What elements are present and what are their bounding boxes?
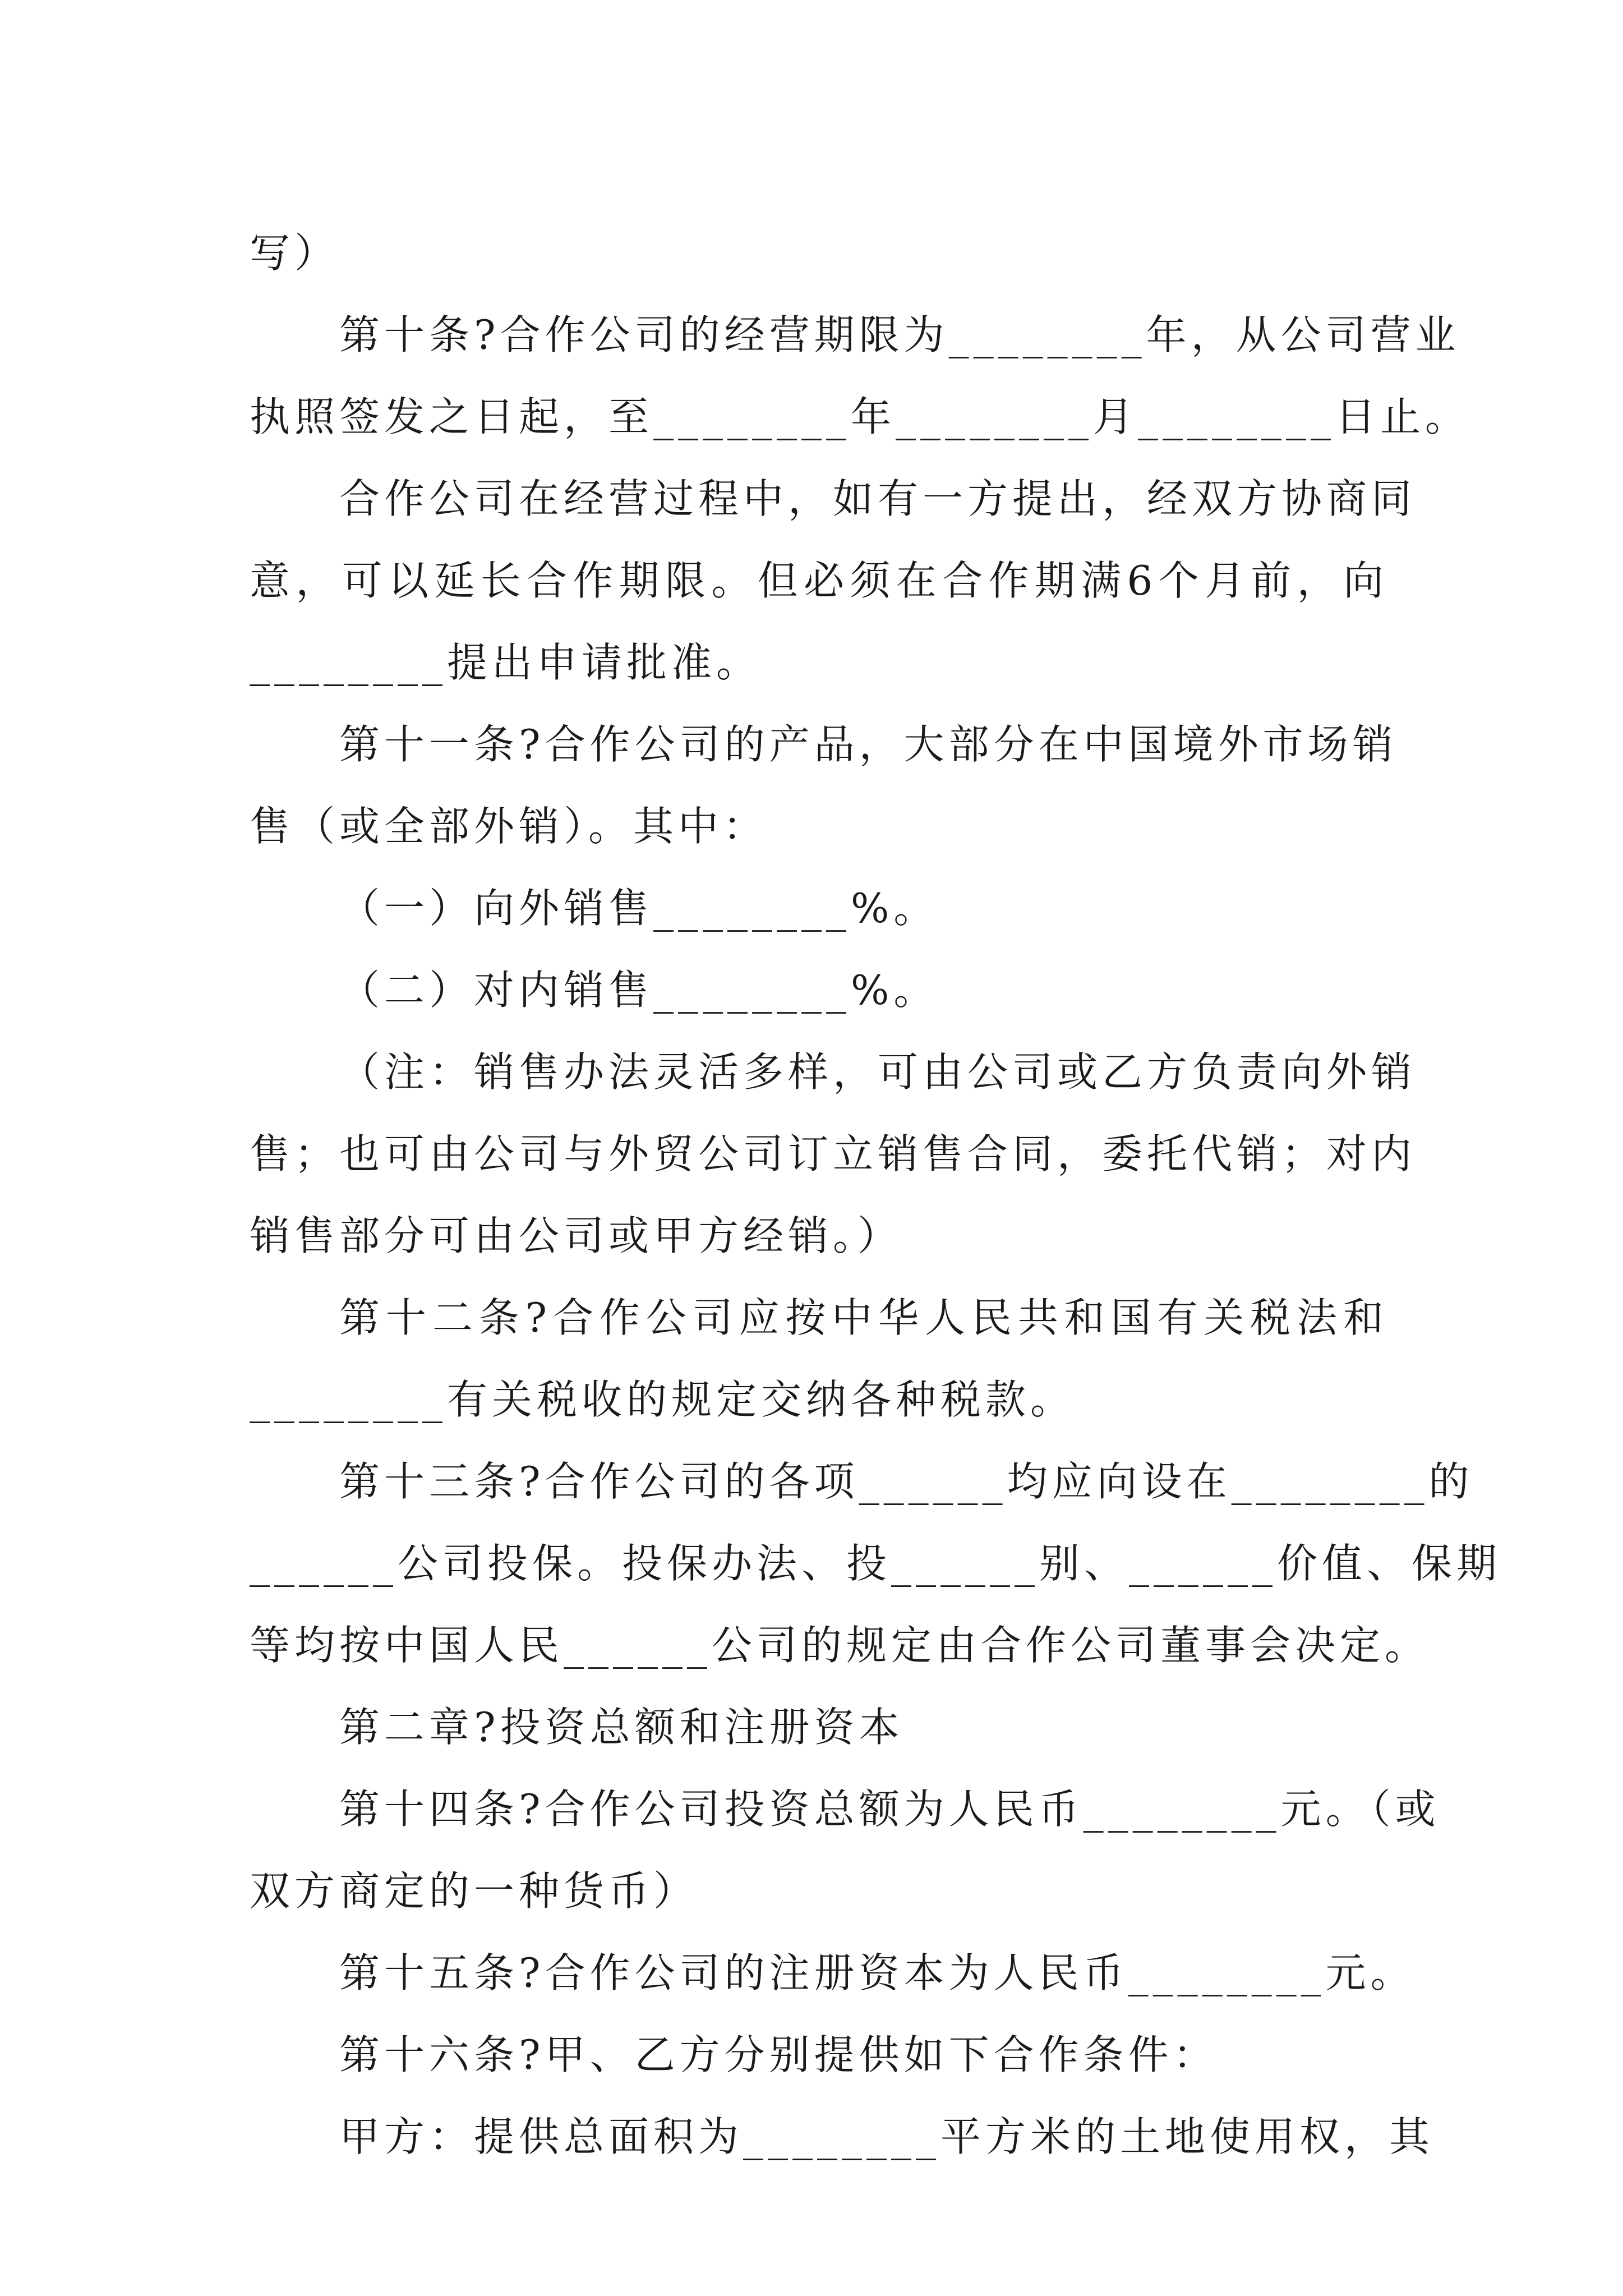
text-line: 第十一条?合作公司的产品，大部分在中国境外市场销 — [339, 721, 1398, 768]
text-line: （二）对内销售________%。 — [339, 967, 939, 1014]
text-line: 甲方：提供总面积为________平方米的土地使用权，其 — [339, 2113, 1435, 2160]
text-line: ________有关税收的规定交纳各种税款。 — [250, 1376, 1076, 1423]
text-line: 第十条?合作公司的经营期限为________年，从公司营业 — [339, 311, 1460, 358]
document-page — [250, 212, 1502, 2178]
text-line: 等均按中国人民______公司的规定由合作公司董事会决定。 — [250, 1622, 1430, 1669]
text-line: 第十五条?合作公司的注册资本为人民币________元。 — [339, 1949, 1415, 1996]
text-line: 执照签发之日起，至________年________月________日止。 — [250, 393, 1470, 440]
text-line: 售；也可由公司与外贸公司订立销售合同，委托代销；对内 — [250, 1130, 1417, 1177]
text-line: 第十三条?合作公司的各项______均应向设在________的 — [339, 1458, 1474, 1505]
text-line: 售（或全部外销）。其中： — [250, 803, 768, 850]
text-line: 销售部分可由公司或甲方经销。） — [250, 1212, 903, 1259]
text-line: 写） — [250, 229, 340, 277]
text-line: （注：销售办法灵活多样，可由公司或乙方负责向外销 — [339, 1048, 1417, 1096]
text-line: 第十六条?甲、乙方分别提供如下合作条件： — [339, 2031, 1218, 2078]
text-line: 第二章?投资总额和注册资本 — [339, 1704, 904, 1751]
text-line: 第十四条?合作公司投资总额为人民币________元。（或 — [339, 1786, 1440, 1833]
text-line: 意，可以延长合作期限。但必须在合作期满6个月前，向 — [250, 557, 1388, 604]
text-line: 合作公司在经营过程中，如有一方提出，经双方协商同 — [339, 475, 1417, 522]
text-line: ______公司投保。投保办法、投______别、______价值、保期 — [250, 1540, 1502, 1587]
text-line: 第十二条?合作公司应按中华人民共和国有关税法和 — [339, 1294, 1388, 1341]
text-line: （一）向外销售________%。 — [339, 885, 939, 932]
text-line: 双方商定的一种货币） — [250, 1867, 699, 1915]
text-line: ________提出申请批准。 — [250, 639, 762, 686]
